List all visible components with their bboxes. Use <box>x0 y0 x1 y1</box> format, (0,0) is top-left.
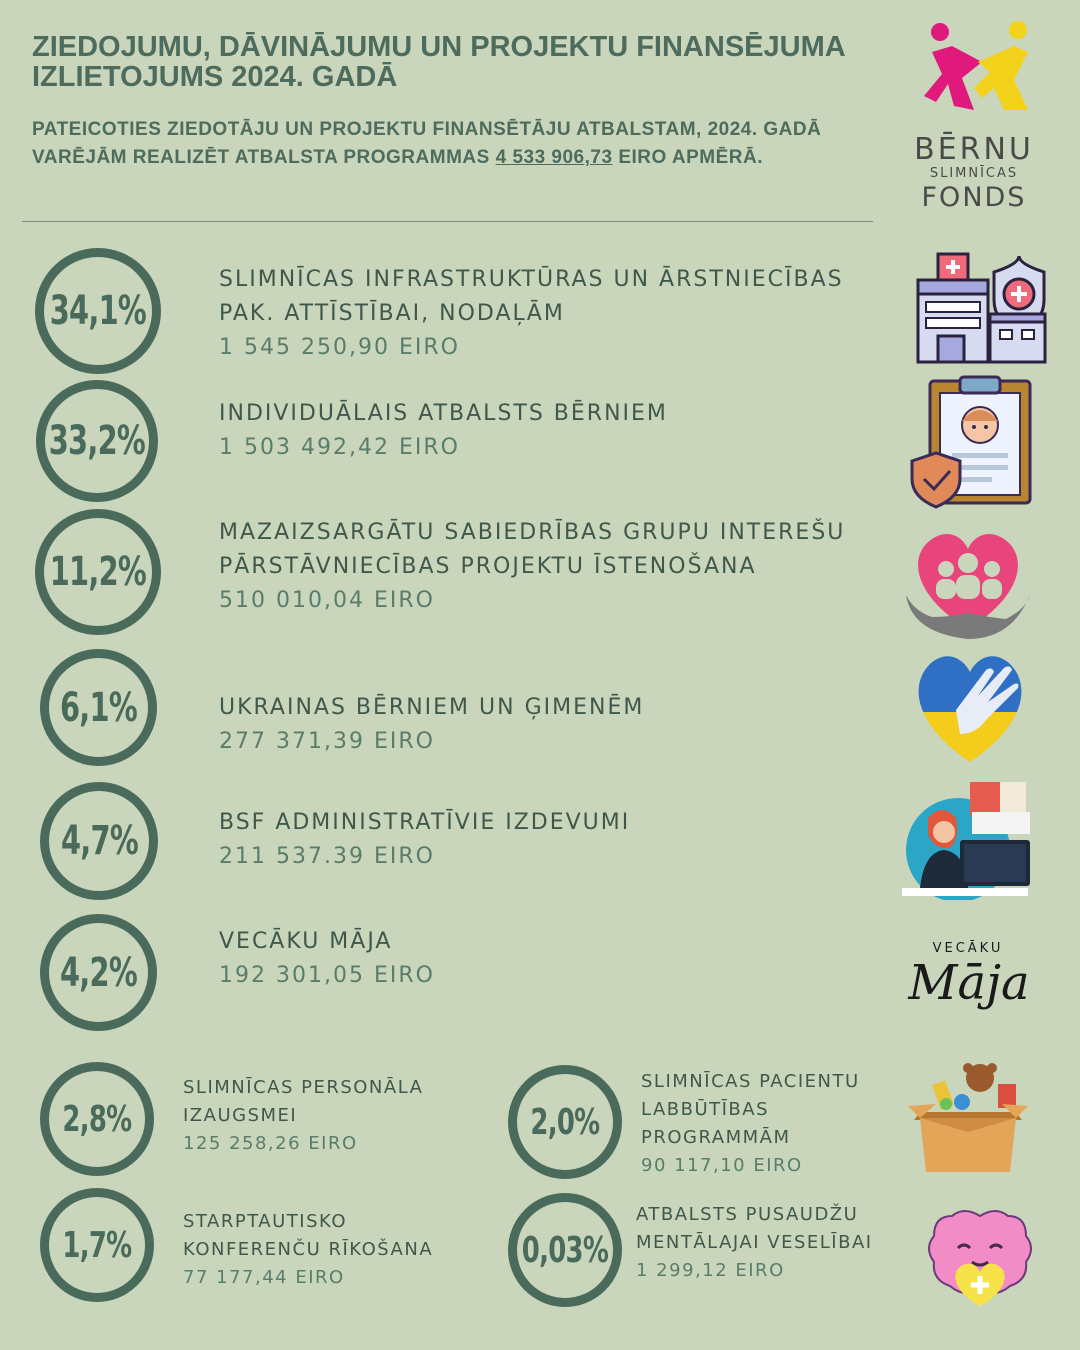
percent-value: 2,0% <box>530 1101 600 1143</box>
ukraine-heart-icon <box>906 650 1034 766</box>
category-amount: 90 117,10 EIRO <box>641 1155 803 1176</box>
percent-value: 33,2% <box>48 418 146 464</box>
category-item <box>636 1201 921 1285</box>
parents-house-logo-small: VECĀKU <box>932 941 1004 956</box>
subtitle-text-end: EIRO APMĒRĀ. <box>612 147 763 168</box>
heart-family-icon <box>902 525 1034 643</box>
category-label: MAZAIZSARGĀTU SABIEDRĪBAS GRUPU INTEREŠU PĀRSTĀVNIECĪBAS PROJEKTU ĪSTENOŠANA <box>219 520 846 579</box>
percent-ring <box>40 649 157 766</box>
category-amount: 211 537.39 EIRO <box>219 844 435 869</box>
category-label: SLIMNĪCAS PACIENTU LABBŪTĪBAS PROGRAMMĀM <box>641 1071 860 1148</box>
percent-value: 1,7% <box>62 1224 132 1266</box>
category-label: SLIMNĪCAS PERSONĀLA IZAUGSMEI <box>183 1077 424 1126</box>
percent-value: 4,7% <box>60 818 138 864</box>
category-amount: 510 010,04 EIRO <box>219 588 435 613</box>
category-amount: 1 503 492,42 EIRO <box>219 435 460 460</box>
percent-ring <box>40 1188 154 1302</box>
percent-ring <box>40 914 157 1031</box>
category-amount: 192 301,05 EIRO <box>219 963 435 988</box>
percent-value: 34,1% <box>49 288 147 334</box>
percent-value: 6,1% <box>60 684 137 731</box>
category-amount: 125 258,26 EIRO <box>183 1133 358 1154</box>
percent-value: 11,2% <box>49 549 147 595</box>
category-item <box>219 397 859 465</box>
divider <box>22 221 873 222</box>
category-label: VECĀKU MĀJA <box>219 929 393 954</box>
logo-text-line1: BĒRNU <box>914 132 1034 167</box>
category-item <box>641 1068 903 1180</box>
category-label: INDIVIDUĀLAIS ATBALSTS BĒRNIEM <box>219 401 668 426</box>
brain-heart-icon <box>924 1206 1036 1310</box>
percent-value: 4,2% <box>60 949 137 996</box>
category-amount: 77 177,44 EIRO <box>183 1267 345 1288</box>
category-item <box>219 516 859 618</box>
percent-ring <box>35 248 161 374</box>
percent-ring <box>40 782 158 900</box>
category-item <box>219 925 859 993</box>
toy-box-icon <box>906 1060 1031 1175</box>
category-label: SLIMNĪCAS INFRASTRUKTŪRAS UN ĀRSTNIECĪBAS PAK. ATTĪSTĪBAI, NODAĻĀM <box>219 267 844 326</box>
percent-ring <box>508 1193 622 1307</box>
page-title: ZIEDOJUMU, DĀVINĀJUMU UN PROJEKTU FINANSĒJUMA IZLIETOJUMS 2024. GADĀ <box>32 31 845 93</box>
category-label: BSF ADMINISTRATĪVIE IZDEVUMI <box>219 810 631 835</box>
category-amount: 1 299,12 EIRO <box>636 1260 785 1281</box>
category-item <box>183 1208 483 1292</box>
category-item <box>219 806 859 874</box>
logo-text-line3: FONDS <box>921 182 1027 213</box>
logo-text-line2: SLIMNĪCAS <box>929 166 1019 181</box>
percent-value: 2,8% <box>62 1098 132 1140</box>
clipboard-child-icon <box>910 375 1035 510</box>
percent-value: 0,03% <box>521 1229 609 1271</box>
office-worker-icon <box>898 778 1033 900</box>
category-item <box>219 263 859 365</box>
subtitle-text: PATEICOTIES ZIEDOTĀJU UN PROJEKTU FINANSĒTĀJU ATBALSTAM, 2024. GADĀ VARĒJĀM REALIZĒT ATBALSTA PROGRAMMAS <box>32 119 822 168</box>
page-subtitle <box>32 116 872 172</box>
category-item <box>219 691 859 759</box>
percent-ring <box>40 1062 154 1176</box>
total-amount: 4 533 906,73 <box>495 147 613 168</box>
percent-ring <box>36 380 158 502</box>
category-label: ATBALSTS PUSAUDŽU MENTĀLAJAI VESELĪBAI <box>636 1204 873 1253</box>
logo-figures-icon <box>918 18 1038 128</box>
category-amount: 1 545 250,90 EIRO <box>219 335 460 360</box>
hospital-icon <box>914 252 1049 364</box>
category-label: UKRAINAS BĒRNIEM UN ĢIMENĒM <box>219 695 645 720</box>
percent-ring <box>35 509 161 635</box>
category-amount: 277 371,39 EIRO <box>219 729 435 754</box>
category-label: STARPTAUTISKO KONFERENČU RĪKOŠANA <box>183 1211 434 1260</box>
parents-house-logo: Māja <box>908 955 1030 1011</box>
category-item <box>183 1074 483 1158</box>
percent-ring <box>508 1065 622 1179</box>
